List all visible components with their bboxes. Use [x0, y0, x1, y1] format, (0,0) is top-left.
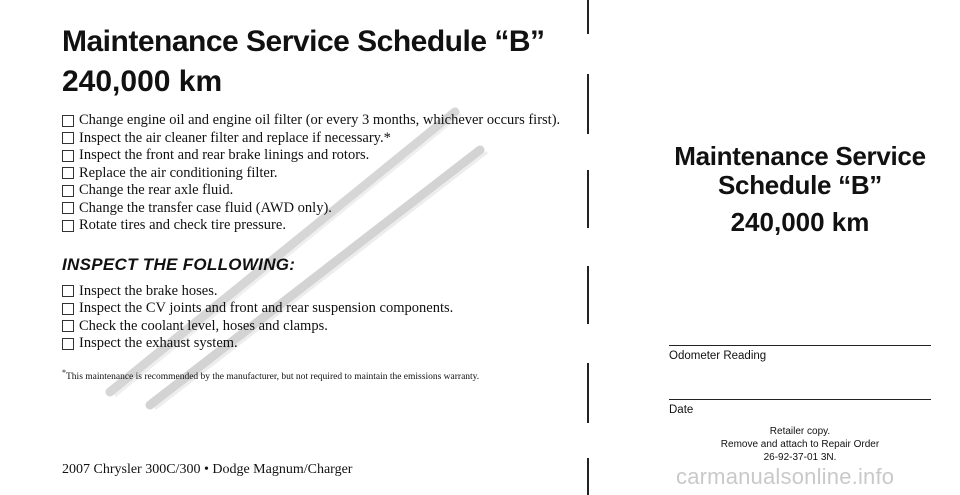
coupon-title: [669, 142, 931, 200]
checkbox[interactable]: [62, 115, 74, 127]
inspect-item: [62, 318, 572, 336]
perforation-mark: [587, 170, 589, 228]
inspect-item: [62, 283, 572, 301]
task-item: [62, 165, 572, 183]
watermark: carmanualsonline.info: [676, 464, 895, 489]
inspect-text: Inspect the exhaust system.: [79, 335, 238, 351]
task-item: [62, 200, 572, 218]
task-item: [62, 112, 572, 130]
inspect-text: Inspect the brake hoses.: [79, 282, 218, 299]
coupon-title-line: Maintenance Service: [674, 141, 926, 171]
task-text: Change engine oil and engine oil filter (or every 3 months, whichever occurs first).: [79, 112, 561, 128]
checkbox[interactable]: [62, 220, 74, 232]
coupon-distance: 240,000 km: [730, 207, 870, 237]
odometer-line[interactable]: [669, 345, 931, 346]
task-item: [62, 147, 572, 165]
footnote-text: This maintenance is recommended by the manufacturer, but not required to maintain the emissions warranty.: [66, 371, 480, 382]
coupon-title-line: Schedule “B”: [718, 170, 882, 200]
task-item: [62, 130, 572, 148]
inspect-heading: INSPECT THE FOLLOWING:: [62, 254, 296, 274]
task-text: Change the transfer case fluid (AWD only).: [79, 199, 332, 216]
inspect-text: Inspect the CV joints and front and rear suspension components.: [79, 300, 454, 316]
checkbox[interactable]: [62, 303, 74, 315]
date-label: Date: [669, 404, 694, 416]
task-text: Inspect the air cleaner filter and replace if necessary.*: [79, 129, 391, 146]
schedule-distance: 240,000 km: [62, 65, 223, 98]
inspect-list: [62, 283, 572, 353]
inspect-text: Check the coolant level, hoses and clamps.: [79, 317, 328, 334]
checkbox[interactable]: [62, 150, 74, 162]
retailer-note: [669, 425, 931, 464]
checkbox[interactable]: [62, 320, 74, 332]
checkbox[interactable]: [62, 132, 74, 144]
task-text: Rotate tires and check tire pressure.: [79, 217, 286, 233]
checkbox[interactable]: [62, 285, 74, 297]
task-text: Inspect the front and rear brake linings and rotors.: [79, 147, 370, 163]
odometer-label: Odometer Reading: [669, 350, 767, 362]
task-item: [62, 182, 572, 200]
retailer-note-line: Remove and attach to Repair Order: [720, 439, 880, 450]
vehicle-footer: 2007 Chrysler 300C/300 • Dodge Magnum/Charger: [62, 462, 353, 477]
checkbox[interactable]: [62, 202, 74, 214]
date-line[interactable]: [669, 399, 931, 400]
perforation-mark: [587, 74, 589, 134]
checkbox[interactable]: [62, 185, 74, 197]
perforation-mark: [587, 363, 589, 423]
checkbox[interactable]: [62, 167, 74, 179]
checkbox[interactable]: [62, 338, 74, 350]
perforation-mark: [587, 458, 589, 495]
inspect-item: [62, 300, 572, 318]
footnote: [62, 367, 572, 383]
retailer-note-line: 26-92-37-01 3N.: [763, 452, 837, 463]
task-text: Change the rear axle fluid.: [79, 182, 234, 198]
schedule-panel: [62, 24, 572, 383]
task-list: [62, 112, 572, 235]
retailer-note-line: Retailer copy.: [769, 426, 831, 437]
perforation-mark: [587, 0, 589, 34]
task-item: [62, 217, 572, 235]
footnote-mark: *: [62, 367, 66, 377]
inspect-item: [62, 335, 572, 353]
task-text: Replace the air conditioning filter.: [79, 164, 278, 181]
retailer-coupon: [669, 0, 931, 495]
schedule-title: Maintenance Service Schedule “B”: [62, 25, 545, 58]
perforation-mark: [587, 266, 589, 324]
